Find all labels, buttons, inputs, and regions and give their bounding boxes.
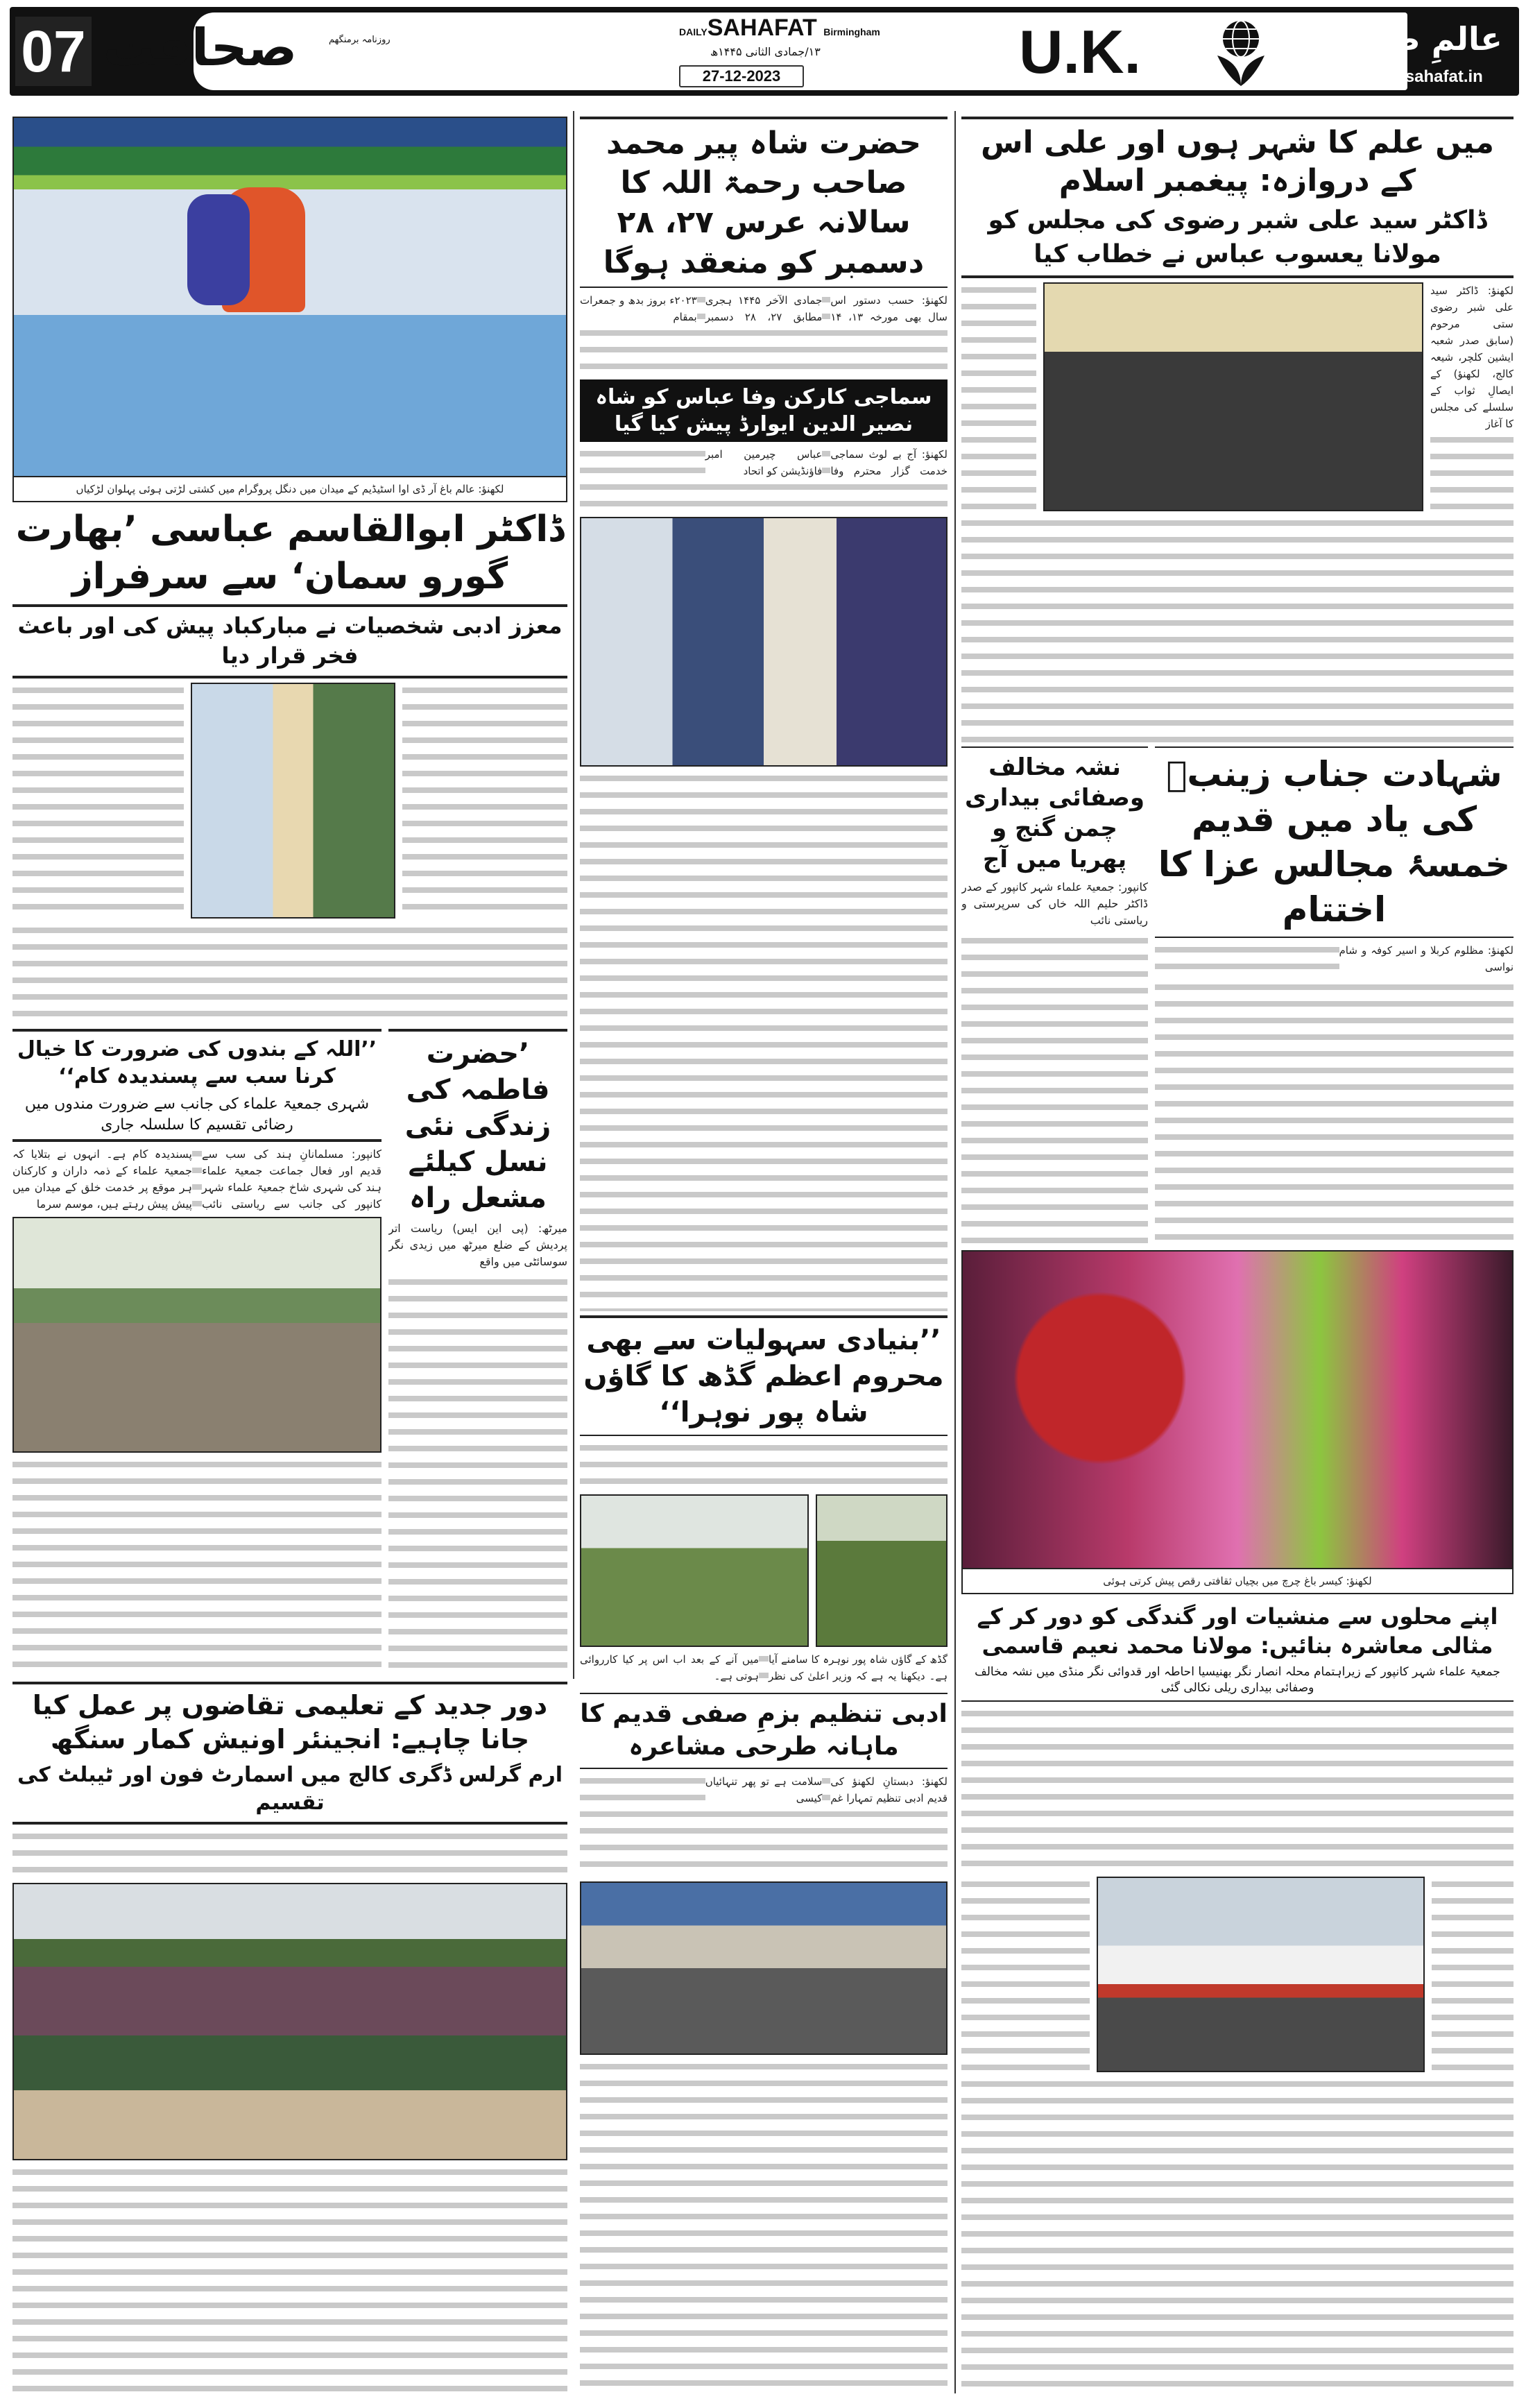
- daur-subheadline: ارم گرلس ڈگری کالج میں اسمارٹ فون اور ٹیبلٹ کی تقسیم: [17, 1762, 563, 1816]
- wrestling-photo: [12, 117, 567, 477]
- mushaira-headline: ادبی تنظیم بزمِ صفی قدیم کا ماہانہ طرحی مشاعرہ: [580, 1700, 948, 1761]
- nasha-headline: نشہ مخالف وصفائی بیداری چمن گنج و پھریا میں آج: [965, 753, 1144, 873]
- hijri-date: ۱۳/جمادی الثانی ۱۴۴۵ھ: [710, 45, 821, 58]
- ilm-body-left: [961, 282, 1036, 511]
- rule: [388, 1029, 567, 1032]
- nasha-article: [961, 746, 1148, 1246]
- college-group-photo: [12, 1883, 567, 2160]
- rule: [580, 1315, 948, 1318]
- globe-logo-icon: [1213, 14, 1269, 89]
- mid-right-row: [961, 746, 1514, 1246]
- bunyadi-body: [580, 1440, 948, 1490]
- zainab-lead: لکھنؤ: مظلوم کربلا و اسیر کوفہ و شام نواسی: [1339, 942, 1514, 975]
- christmas-dance-photo: [961, 1250, 1514, 1569]
- rule: [12, 1139, 382, 1142]
- wrestling-caption: لکھنؤ: عالم باغ آر ڈی اوا اسٹیڈیم کے میدان میں دنگل پروگرام میں کشتی لڑتی ہوئی پہلوان لڑکیاں: [12, 477, 567, 502]
- rule: [1155, 746, 1514, 748]
- fatima-body-2: [388, 1274, 567, 1674]
- award-body: [580, 446, 948, 513]
- daur-body-2: [12, 2164, 567, 2393]
- issue-date: 27-12-2023: [679, 65, 804, 87]
- daur-body: [12, 1829, 567, 1879]
- left-column: [12, 117, 567, 1674]
- brand-prefix: DAILY: [679, 26, 708, 37]
- column-divider: [954, 111, 956, 2393]
- abbasi-headline: ڈاکٹر ابوالقاسم عباسی ’بھارت گورو سمان‘ سے سرفراز: [15, 509, 565, 597]
- rule: [580, 287, 948, 288]
- rule: [961, 1700, 1514, 1702]
- award-headline: سماجی کارکن وفا عباس کو شاہ نصیر الدین ایوارڈ پیش کیا گیا: [580, 379, 948, 442]
- allah-body: [12, 1146, 382, 1213]
- zainab-headline: شہادت جناب زینبؑ کی یاد میں قدیم خمسۂ مجالس عزا کا اختتام: [1158, 754, 1511, 930]
- rule: [12, 1682, 567, 1684]
- daur-headline: دور جدید کے تعلیمی تقاضوں پر عمل کیا جانا چاہیے: انجینئر اونیش کمار سنگھ: [32, 1690, 548, 1755]
- rule: [12, 604, 567, 607]
- masthead-title: صحافت: [103, 18, 298, 78]
- nasha-lead: کانپور: جمعیۃ علماء شہر کانپور کے صدر ڈاکٹر حلیم اللہ خاں کی سرپرستی و ریاستی نائب: [961, 879, 1148, 929]
- ilm-body-row: [961, 282, 1514, 511]
- brand-name: SAHAFAT: [707, 15, 817, 41]
- zainab-article: [1155, 746, 1514, 1246]
- lower-left-row: [12, 1029, 567, 1674]
- mushaira-body-2: [580, 2059, 948, 2393]
- rule: [961, 746, 1148, 748]
- rule: [580, 1435, 948, 1436]
- allah-subheadline: شہری جمعیۃ علماء کی جانب سے ضرورت مندوں میں رضائی تقسیم کا سلسلہ جاری: [24, 1095, 370, 1134]
- village-photos: [580, 1494, 948, 1647]
- mohalle-subheadline: جمعیۃ علماء شہر کانپور کے زیراہتمام محلہ انصار نگر بھنیسیا احاطہ اور قدوائی نگر منڈی میں نشہ مخالف وصفائی بیداری ریلی نکالی گئی: [975, 1665, 1500, 1696]
- ilm-subheadline: ڈاکٹر سید علی شبر رضوی کی مجلس کو مولانا یعسوب عباس نے خطاب کیا: [988, 206, 1487, 268]
- majlis-photo: [1043, 282, 1423, 511]
- bunyadi-body-2: [580, 1651, 948, 1684]
- edition-label: U.K.: [1019, 17, 1141, 86]
- rule: [580, 1693, 948, 1694]
- award-lead: لکھنؤ: آج بے لوث سماجی خدمت گزار محترم وفا عباس چیرمین امبر فاؤنڈیشن کو اتحاد: [705, 446, 948, 479]
- mushaira-body: [580, 1773, 948, 1877]
- village-photo-2: [580, 1494, 809, 1647]
- bunyadi-tail: گڈھ کے گاؤں شاہ پور نوہرہ کا سامنے آیا ہے۔ دیکھنا یہ ہے کہ وزیر اعلیٰ کی نظر میں آنے کے بعد اب اس پر کیا کارروائی ہوتی ہے۔: [580, 1651, 948, 1684]
- award-ceremony-photo: [580, 517, 948, 767]
- urs-headline: حضرت شاہ پیر محمد صاحب رحمۃ اللہ کا سالانہ عرس ۲۷، ۲۸ دسمبر کو منعقد ہوگا: [603, 126, 925, 280]
- rule: [12, 1822, 567, 1825]
- allah-body-2: [12, 1457, 382, 1674]
- ilm-body-right: [1430, 282, 1514, 511]
- christmas-caption: لکھنؤ: کیسر باغ چرچ میں بچیاں ثقافتی رقص پیش کرتی ہوئی: [961, 1569, 1514, 1594]
- abbasi-award-photo: [191, 683, 395, 919]
- zainab-body-2: [1155, 980, 1514, 1246]
- brand-line: [679, 14, 880, 46]
- mohalle-body-right: [1432, 1877, 1514, 2072]
- mohalle-body: [961, 1706, 1514, 1872]
- mohalle-headline: اپنے محلوں سے منشیات اور گندگی کو دور کر کے مثالی معاشرہ بنائیں: مولانا محمد نعیم قاسمی: [977, 1603, 1498, 1659]
- mushaira-photo: [580, 1881, 948, 2055]
- urs-lead: لکھنؤ: حسب دستور اس سال بھی مورخہ ۱۳، ۱۴ جمادی الآخر ۱۴۴۵ ہجری مطابق ۲۷، ۲۸ دسمبر ۲۰۲۳ء بروز بدھ و جمعرات بمقام: [580, 292, 948, 325]
- abbasi-body-right: [402, 683, 567, 919]
- masthead-bar: [10, 7, 1519, 96]
- ilm-body-bottom: [961, 515, 1514, 742]
- rule: [580, 117, 948, 119]
- rule: [961, 275, 1514, 278]
- mushaira-lead: لکھنؤ: دبستانِ لکھنؤ کی قدیم ادبی تنظیم تمہارا غم سلامت ہے تو پھر تنہائیاں کیسی: [705, 1773, 948, 1807]
- column-divider: [573, 111, 574, 1679]
- nasha-body-2: [961, 933, 1148, 1246]
- allah-headline: ’’اللہ کے بندوں کی ضرورت کا خیال کرنا سب سے پسندیدہ کام‘‘: [17, 1037, 377, 1088]
- abbasi-subheadline: معزز ادبی شخصیات نے مبارکباد پیش کی اور باعث فخر قرار دیا: [17, 613, 563, 669]
- rule: [580, 1768, 948, 1769]
- right-column-bottom: [961, 1603, 1514, 2393]
- rally-row: [961, 1877, 1514, 2072]
- village-photo-1: [816, 1494, 948, 1647]
- allah-article: [12, 1029, 382, 1674]
- ilm-lead: لکھنؤ: ڈاکٹر سید علی شبر رضوی ستی مرحوم (سابق صدر شعبہ ایشین کلچر، شیعہ کالج، لکھنؤ) کے ایصالِ ثواب کے سلسلے کی مجلس کا آغاز: [1430, 282, 1514, 432]
- rally-photo: [1097, 1877, 1425, 2072]
- fatima-headline: ’حضرت فاطمہ کی زندگی نئی نسل کیلئے مشعل راہ: [404, 1038, 551, 1214]
- zainab-body: [1155, 942, 1514, 975]
- rule: [961, 117, 1514, 119]
- rule: [12, 1029, 382, 1032]
- fatima-article: [388, 1029, 567, 1674]
- fatima-lead: میرٹھ: (پی این ایس) ریاست اتر پردیش کے ضلع میرٹھ میں زیدی نگر سوسائٹی میں واقع: [388, 1220, 567, 1270]
- brand-city: Birmingham: [823, 26, 880, 37]
- abbasi-body-row: [12, 683, 567, 919]
- right-column-top: [961, 117, 1514, 1594]
- left-column-bottom: [12, 1682, 567, 2393]
- urs-body: [580, 292, 948, 375]
- abbasi-body-bottom: [12, 923, 567, 1025]
- allah-lead: کانپور: مسلمانانِ ہند کی سب سے قدیم اور فعال جماعت جمعیۃ علماء ہند کی شہری شاخ جمعیۃ علماء شہر کانپور کی جانب سے ریاستی نائب پسندیدہ کام ہے۔ انہوں نے بتلایا کہ جمعیۃ علماء کے ذمہ داران و کارکنان ہر موقع پر خدمت خلق کے میدان میں پیش پیش رہتے ہیں، موسم سرما: [12, 1146, 382, 1213]
- rule: [1155, 937, 1514, 938]
- page-number: 07: [15, 17, 92, 86]
- ration-distribution-photo: [12, 1217, 382, 1453]
- award-body-2: [580, 771, 948, 1311]
- website-link[interactable]: www.sahafat.in: [1362, 67, 1483, 86]
- nasha-body: [961, 879, 1148, 929]
- masthead-subtitle: روزنامہ برمنگھم: [329, 35, 391, 45]
- rule: [12, 676, 567, 678]
- ilm-headline: میں علم کا شہر ہوں اور علی اس کے دروازہ: پیغمبر اسلام: [980, 125, 1495, 198]
- middle-column: [580, 117, 948, 1684]
- mohalle-body-bottom: [961, 2076, 1514, 2393]
- middle-column-bottom: [580, 1693, 948, 2393]
- abbasi-body-left: [12, 683, 184, 919]
- sister-brand: عالمِ صحافت: [1300, 20, 1502, 58]
- fatima-body: [388, 1220, 567, 1270]
- bunyadi-headline: ’’بنیادی سہولیات سے بھی محروم اعظم گڈھ کا گاؤں شاہ پور نوہرا‘‘: [583, 1324, 944, 1428]
- mohalle-body-left: [961, 1877, 1090, 2072]
